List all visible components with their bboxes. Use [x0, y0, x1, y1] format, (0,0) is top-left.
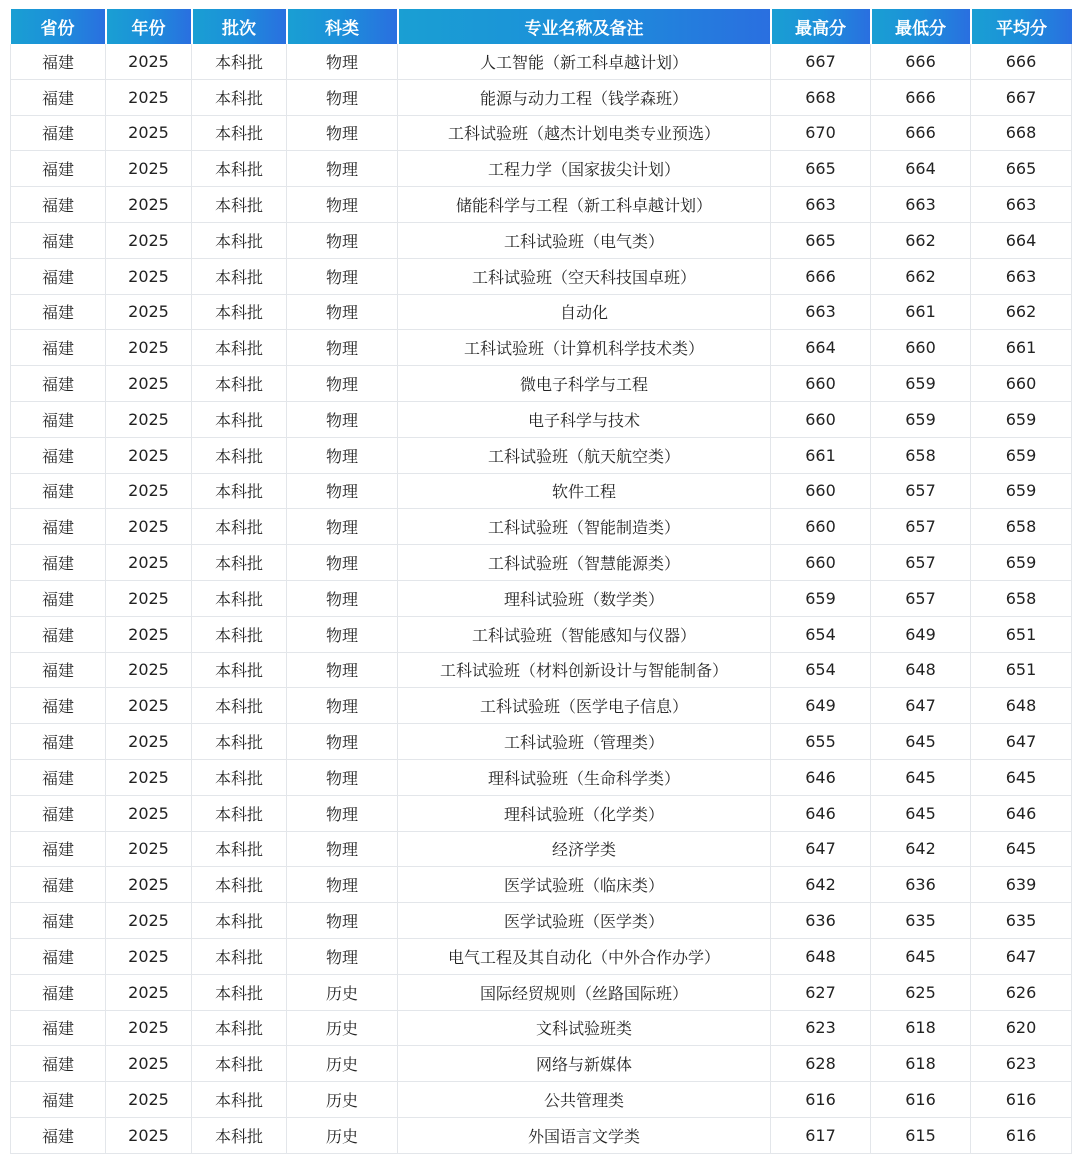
cell-min-score: 663 — [871, 187, 971, 223]
header-major: 专业名称及备注 — [398, 9, 771, 44]
cell-year: 2025 — [106, 509, 192, 545]
table-row — [11, 616, 1072, 652]
cell-max-score: 663 — [771, 187, 871, 223]
cell-subject: 物理 — [287, 724, 398, 760]
cell-batch: 本科批 — [192, 437, 287, 473]
cell-batch: 本科批 — [192, 1117, 287, 1153]
cell-subject: 物理 — [287, 688, 398, 724]
cell-year: 2025 — [106, 616, 192, 652]
cell-province: 福建 — [11, 688, 106, 724]
cell-year: 2025 — [106, 294, 192, 330]
table-row — [11, 258, 1072, 294]
cell-major: 理科试验班（生命科学类） — [398, 759, 771, 795]
cell-major: 工科试验班（材料创新设计与智能制备） — [398, 652, 771, 688]
cell-year: 2025 — [106, 795, 192, 831]
cell-year: 2025 — [106, 724, 192, 760]
cell-subject: 历史 — [287, 1046, 398, 1082]
cell-subject: 物理 — [287, 366, 398, 402]
table-row — [11, 330, 1072, 366]
cell-subject: 物理 — [287, 580, 398, 616]
cell-avg-score: 663 — [971, 258, 1072, 294]
cell-major: 公共管理类 — [398, 1082, 771, 1118]
cell-year: 2025 — [106, 437, 192, 473]
table-row — [11, 1117, 1072, 1153]
cell-province: 福建 — [11, 473, 106, 509]
cell-min-score: 658 — [871, 437, 971, 473]
cell-avg-score: 616 — [971, 1117, 1072, 1153]
cell-batch: 本科批 — [192, 795, 287, 831]
cell-subject: 历史 — [287, 1082, 398, 1118]
cell-batch: 本科批 — [192, 366, 287, 402]
admission-score-table — [10, 9, 1072, 1154]
cell-min-score: 660 — [871, 330, 971, 366]
table-row — [11, 294, 1072, 330]
cell-max-score: 667 — [771, 44, 871, 79]
cell-year: 2025 — [106, 44, 192, 79]
cell-min-score: 636 — [871, 867, 971, 903]
cell-year: 2025 — [106, 473, 192, 509]
cell-max-score: 642 — [771, 867, 871, 903]
cell-batch: 本科批 — [192, 867, 287, 903]
cell-avg-score: 659 — [971, 401, 1072, 437]
cell-major: 外国语言文学类 — [398, 1117, 771, 1153]
cell-min-score: 657 — [871, 509, 971, 545]
cell-province: 福建 — [11, 724, 106, 760]
cell-subject: 物理 — [287, 151, 398, 187]
cell-min-score: 661 — [871, 294, 971, 330]
cell-max-score: 646 — [771, 795, 871, 831]
cell-major: 工科试验班（计算机科学技术类） — [398, 330, 771, 366]
cell-avg-score: 626 — [971, 974, 1072, 1010]
cell-avg-score: 647 — [971, 724, 1072, 760]
cell-province: 福建 — [11, 759, 106, 795]
cell-min-score: 657 — [871, 473, 971, 509]
cell-year: 2025 — [106, 867, 192, 903]
cell-province: 福建 — [11, 652, 106, 688]
cell-batch: 本科批 — [192, 759, 287, 795]
cell-batch: 本科批 — [192, 509, 287, 545]
cell-province: 福建 — [11, 115, 106, 151]
cell-max-score: 670 — [771, 115, 871, 151]
cell-max-score: 627 — [771, 974, 871, 1010]
cell-batch: 本科批 — [192, 545, 287, 581]
cell-min-score: 659 — [871, 401, 971, 437]
cell-province: 福建 — [11, 187, 106, 223]
cell-min-score: 647 — [871, 688, 971, 724]
cell-province: 福建 — [11, 903, 106, 939]
cell-province: 福建 — [11, 867, 106, 903]
cell-year: 2025 — [106, 545, 192, 581]
cell-year: 2025 — [106, 580, 192, 616]
cell-year: 2025 — [106, 330, 192, 366]
cell-max-score: 665 — [771, 151, 871, 187]
cell-max-score: 660 — [771, 473, 871, 509]
cell-avg-score: 664 — [971, 222, 1072, 258]
cell-subject: 历史 — [287, 974, 398, 1010]
cell-major: 人工智能（新工科卓越计划） — [398, 44, 771, 79]
cell-min-score: 645 — [871, 938, 971, 974]
cell-max-score: 654 — [771, 652, 871, 688]
cell-max-score: 661 — [771, 437, 871, 473]
cell-major: 微电子科学与工程 — [398, 366, 771, 402]
cell-year: 2025 — [106, 688, 192, 724]
cell-batch: 本科批 — [192, 1010, 287, 1046]
cell-min-score: 662 — [871, 222, 971, 258]
cell-avg-score: 620 — [971, 1010, 1072, 1046]
cell-subject: 物理 — [287, 545, 398, 581]
header-max-score: 最高分 — [771, 9, 871, 44]
cell-subject: 物理 — [287, 79, 398, 115]
cell-major: 工科试验班（管理类） — [398, 724, 771, 760]
cell-major: 国际经贸规则（丝路国际班） — [398, 974, 771, 1010]
cell-batch: 本科批 — [192, 473, 287, 509]
table-row — [11, 580, 1072, 616]
table-row — [11, 509, 1072, 545]
table-row — [11, 473, 1072, 509]
cell-min-score: 649 — [871, 616, 971, 652]
header-subject: 科类 — [287, 9, 398, 44]
table-row — [11, 867, 1072, 903]
cell-min-score: 657 — [871, 545, 971, 581]
cell-avg-score: 660 — [971, 366, 1072, 402]
cell-batch: 本科批 — [192, 616, 287, 652]
cell-subject: 物理 — [287, 795, 398, 831]
table-row — [11, 1082, 1072, 1118]
header-province: 省份 — [11, 9, 106, 44]
cell-max-score: 663 — [771, 294, 871, 330]
cell-avg-score: 639 — [971, 867, 1072, 903]
cell-avg-score: 661 — [971, 330, 1072, 366]
cell-batch: 本科批 — [192, 294, 287, 330]
cell-max-score: 648 — [771, 938, 871, 974]
table-row — [11, 759, 1072, 795]
cell-avg-score: 665 — [971, 151, 1072, 187]
cell-min-score: 625 — [871, 974, 971, 1010]
cell-major: 工科试验班（越杰计划电类专业预选） — [398, 115, 771, 151]
table-row — [11, 974, 1072, 1010]
cell-avg-score: 646 — [971, 795, 1072, 831]
cell-subject: 物理 — [287, 759, 398, 795]
cell-year: 2025 — [106, 1046, 192, 1082]
cell-province: 福建 — [11, 151, 106, 187]
header-row — [11, 9, 1072, 44]
cell-subject: 历史 — [287, 1117, 398, 1153]
cell-min-score: 616 — [871, 1082, 971, 1118]
cell-batch: 本科批 — [192, 222, 287, 258]
cell-major: 软件工程 — [398, 473, 771, 509]
cell-major: 自动化 — [398, 294, 771, 330]
table-body — [11, 44, 1072, 1153]
cell-subject: 历史 — [287, 1010, 398, 1046]
cell-batch: 本科批 — [192, 258, 287, 294]
cell-batch: 本科批 — [192, 580, 287, 616]
table-row — [11, 401, 1072, 437]
cell-avg-score: 651 — [971, 652, 1072, 688]
table-row — [11, 115, 1072, 151]
cell-avg-score: 616 — [971, 1082, 1072, 1118]
cell-major: 工科试验班（智能感知与仪器） — [398, 616, 771, 652]
cell-province: 福建 — [11, 437, 106, 473]
cell-max-score: 668 — [771, 79, 871, 115]
cell-subject: 物理 — [287, 437, 398, 473]
cell-major: 工科试验班（智能制造类） — [398, 509, 771, 545]
cell-avg-score: 651 — [971, 616, 1072, 652]
cell-year: 2025 — [106, 974, 192, 1010]
cell-batch: 本科批 — [192, 151, 287, 187]
cell-subject: 物理 — [287, 115, 398, 151]
cell-year: 2025 — [106, 366, 192, 402]
cell-major: 医学试验班（医学类） — [398, 903, 771, 939]
table-row — [11, 366, 1072, 402]
cell-batch: 本科批 — [192, 401, 287, 437]
cell-max-score: 664 — [771, 330, 871, 366]
cell-batch: 本科批 — [192, 903, 287, 939]
cell-province: 福建 — [11, 366, 106, 402]
cell-year: 2025 — [106, 401, 192, 437]
cell-major: 储能科学与工程（新工科卓越计划） — [398, 187, 771, 223]
cell-avg-score: 663 — [971, 187, 1072, 223]
cell-avg-score: 659 — [971, 473, 1072, 509]
table-row — [11, 938, 1072, 974]
cell-max-score: 654 — [771, 616, 871, 652]
table-row — [11, 151, 1072, 187]
cell-major: 工科试验班（电气类） — [398, 222, 771, 258]
cell-max-score: 665 — [771, 222, 871, 258]
header-year: 年份 — [106, 9, 192, 44]
cell-year: 2025 — [106, 1010, 192, 1046]
cell-subject: 物理 — [287, 330, 398, 366]
cell-min-score: 657 — [871, 580, 971, 616]
cell-year: 2025 — [106, 1082, 192, 1118]
table-row — [11, 1010, 1072, 1046]
cell-province: 福建 — [11, 1046, 106, 1082]
cell-batch: 本科批 — [192, 688, 287, 724]
cell-province: 福建 — [11, 401, 106, 437]
cell-province: 福建 — [11, 580, 106, 616]
table-row — [11, 222, 1072, 258]
cell-batch: 本科批 — [192, 974, 287, 1010]
cell-min-score: 615 — [871, 1117, 971, 1153]
table-row — [11, 652, 1072, 688]
cell-avg-score: 647 — [971, 938, 1072, 974]
cell-avg-score: 659 — [971, 437, 1072, 473]
cell-batch: 本科批 — [192, 652, 287, 688]
cell-max-score: 649 — [771, 688, 871, 724]
cell-province: 福建 — [11, 616, 106, 652]
cell-province: 福建 — [11, 294, 106, 330]
cell-avg-score: 658 — [971, 580, 1072, 616]
cell-min-score: 666 — [871, 44, 971, 79]
cell-avg-score: 659 — [971, 545, 1072, 581]
cell-min-score: 662 — [871, 258, 971, 294]
table-header — [11, 9, 1072, 44]
cell-min-score: 666 — [871, 115, 971, 151]
cell-avg-score: 668 — [971, 115, 1072, 151]
cell-subject: 物理 — [287, 294, 398, 330]
cell-avg-score: 666 — [971, 44, 1072, 79]
cell-year: 2025 — [106, 1117, 192, 1153]
cell-subject: 物理 — [287, 509, 398, 545]
cell-max-score: 617 — [771, 1117, 871, 1153]
table-row — [11, 688, 1072, 724]
table-row — [11, 724, 1072, 760]
cell-year: 2025 — [106, 903, 192, 939]
cell-province: 福建 — [11, 545, 106, 581]
cell-min-score: 645 — [871, 795, 971, 831]
cell-year: 2025 — [106, 759, 192, 795]
cell-batch: 本科批 — [192, 44, 287, 79]
cell-max-score: 660 — [771, 401, 871, 437]
cell-year: 2025 — [106, 258, 192, 294]
table-row — [11, 795, 1072, 831]
cell-year: 2025 — [106, 79, 192, 115]
header-batch: 批次 — [192, 9, 287, 44]
table-row — [11, 831, 1072, 867]
cell-major: 经济学类 — [398, 831, 771, 867]
cell-min-score: 666 — [871, 79, 971, 115]
cell-year: 2025 — [106, 151, 192, 187]
cell-min-score: 618 — [871, 1010, 971, 1046]
table-row — [11, 903, 1072, 939]
cell-subject: 物理 — [287, 258, 398, 294]
cell-province: 福建 — [11, 509, 106, 545]
cell-province: 福建 — [11, 974, 106, 1010]
cell-major: 能源与动力工程（钱学森班） — [398, 79, 771, 115]
table-row — [11, 545, 1072, 581]
cell-max-score: 636 — [771, 903, 871, 939]
cell-province: 福建 — [11, 1082, 106, 1118]
cell-min-score: 635 — [871, 903, 971, 939]
cell-subject: 物理 — [287, 831, 398, 867]
cell-avg-score: 635 — [971, 903, 1072, 939]
cell-major: 工程力学（国家拔尖计划） — [398, 151, 771, 187]
cell-year: 2025 — [106, 115, 192, 151]
cell-major: 理科试验班（化学类） — [398, 795, 771, 831]
cell-min-score: 648 — [871, 652, 971, 688]
cell-subject: 物理 — [287, 652, 398, 688]
cell-province: 福建 — [11, 330, 106, 366]
cell-subject: 物理 — [287, 616, 398, 652]
cell-major: 医学试验班（临床类） — [398, 867, 771, 903]
cell-major: 网络与新媒体 — [398, 1046, 771, 1082]
cell-batch: 本科批 — [192, 330, 287, 366]
cell-avg-score: 648 — [971, 688, 1072, 724]
table-row — [11, 1046, 1072, 1082]
cell-major: 工科试验班（医学电子信息） — [398, 688, 771, 724]
table-row — [11, 79, 1072, 115]
cell-min-score: 645 — [871, 724, 971, 760]
cell-min-score: 618 — [871, 1046, 971, 1082]
cell-max-score: 623 — [771, 1010, 871, 1046]
table-row — [11, 44, 1072, 79]
cell-major: 文科试验班类 — [398, 1010, 771, 1046]
cell-province: 福建 — [11, 938, 106, 974]
cell-batch: 本科批 — [192, 79, 287, 115]
cell-year: 2025 — [106, 831, 192, 867]
cell-batch: 本科批 — [192, 831, 287, 867]
cell-avg-score: 658 — [971, 509, 1072, 545]
cell-year: 2025 — [106, 187, 192, 223]
cell-subject: 物理 — [287, 903, 398, 939]
cell-avg-score: 645 — [971, 831, 1072, 867]
cell-subject: 物理 — [287, 938, 398, 974]
cell-avg-score: 623 — [971, 1046, 1072, 1082]
cell-province: 福建 — [11, 1117, 106, 1153]
cell-batch: 本科批 — [192, 1082, 287, 1118]
cell-batch: 本科批 — [192, 1046, 287, 1082]
cell-year: 2025 — [106, 222, 192, 258]
cell-major: 电子科学与技术 — [398, 401, 771, 437]
cell-subject: 物理 — [287, 867, 398, 903]
table-row — [11, 187, 1072, 223]
cell-province: 福建 — [11, 795, 106, 831]
cell-subject: 物理 — [287, 473, 398, 509]
cell-min-score: 642 — [871, 831, 971, 867]
cell-major: 工科试验班（智慧能源类） — [398, 545, 771, 581]
cell-year: 2025 — [106, 938, 192, 974]
cell-avg-score: 667 — [971, 79, 1072, 115]
cell-max-score: 659 — [771, 580, 871, 616]
table-row — [11, 437, 1072, 473]
cell-province: 福建 — [11, 831, 106, 867]
cell-batch: 本科批 — [192, 724, 287, 760]
cell-province: 福建 — [11, 79, 106, 115]
cell-max-score: 647 — [771, 831, 871, 867]
cell-subject: 物理 — [287, 401, 398, 437]
cell-province: 福建 — [11, 222, 106, 258]
cell-major: 工科试验班（航天航空类） — [398, 437, 771, 473]
header-avg-score: 平均分 — [971, 9, 1072, 44]
cell-min-score: 645 — [871, 759, 971, 795]
cell-major: 理科试验班（数学类） — [398, 580, 771, 616]
header-min-score: 最低分 — [871, 9, 971, 44]
cell-province: 福建 — [11, 1010, 106, 1046]
cell-max-score: 660 — [771, 545, 871, 581]
cell-max-score: 655 — [771, 724, 871, 760]
cell-batch: 本科批 — [192, 115, 287, 151]
cell-avg-score: 662 — [971, 294, 1072, 330]
cell-subject: 物理 — [287, 44, 398, 79]
score-table-container — [10, 9, 1071, 1154]
cell-min-score: 664 — [871, 151, 971, 187]
cell-avg-score: 645 — [971, 759, 1072, 795]
cell-max-score: 660 — [771, 366, 871, 402]
cell-max-score: 646 — [771, 759, 871, 795]
cell-max-score: 666 — [771, 258, 871, 294]
cell-subject: 物理 — [287, 222, 398, 258]
cell-min-score: 659 — [871, 366, 971, 402]
cell-max-score: 616 — [771, 1082, 871, 1118]
cell-max-score: 628 — [771, 1046, 871, 1082]
cell-major: 电气工程及其自动化（中外合作办学） — [398, 938, 771, 974]
cell-province: 福建 — [11, 44, 106, 79]
cell-subject: 物理 — [287, 187, 398, 223]
cell-batch: 本科批 — [192, 938, 287, 974]
cell-major: 工科试验班（空天科技国卓班） — [398, 258, 771, 294]
cell-max-score: 660 — [771, 509, 871, 545]
cell-province: 福建 — [11, 258, 106, 294]
cell-batch: 本科批 — [192, 187, 287, 223]
cell-year: 2025 — [106, 652, 192, 688]
